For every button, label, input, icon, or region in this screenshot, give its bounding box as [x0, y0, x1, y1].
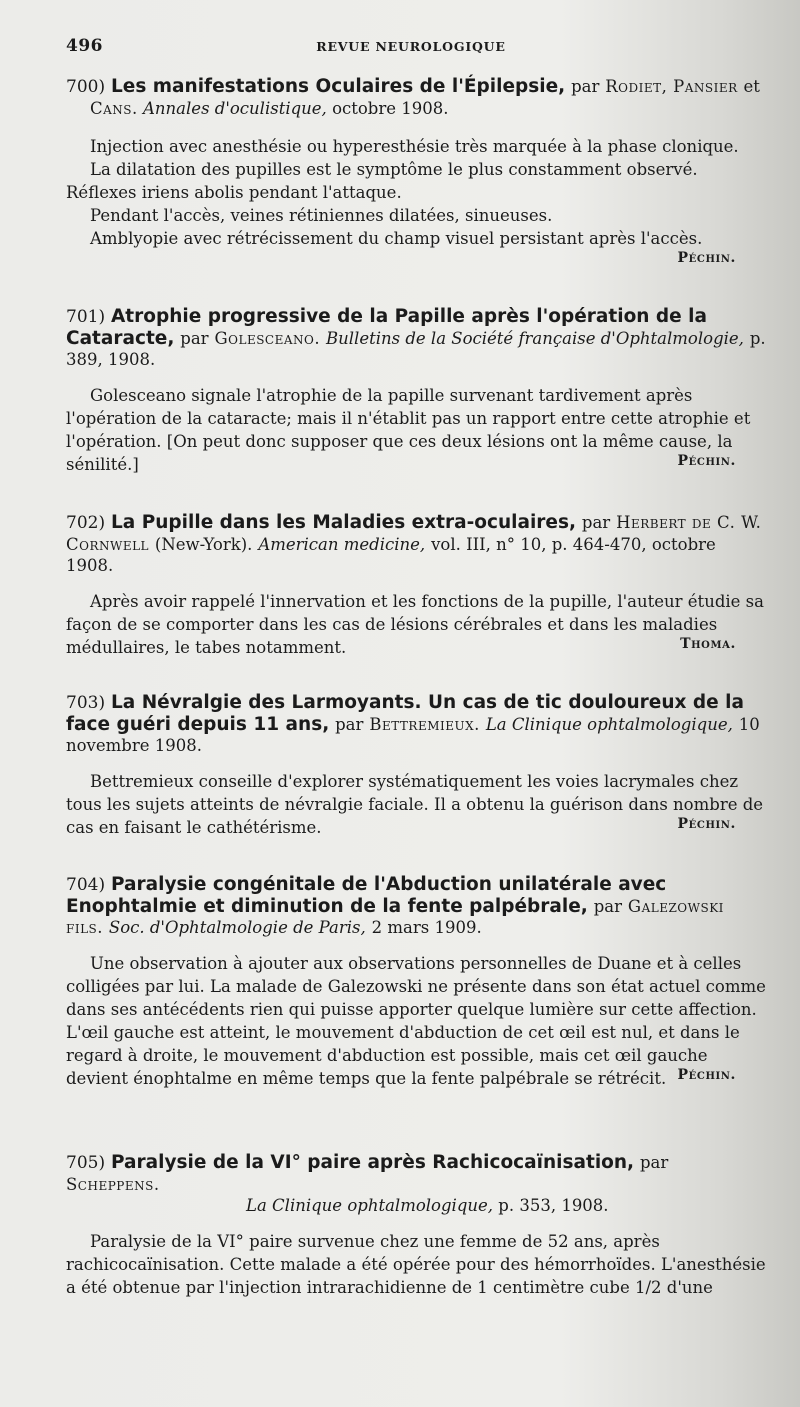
article-pages: p. 353, 1908.	[498, 1196, 609, 1215]
article-authors: Galezowski fils.	[66, 897, 724, 937]
article-title-block	[66, 512, 766, 576]
paragraph: Après avoir rappelé l'innervation et les fonctions de la pupille, l'auteur étudie sa façon de se comporter dans les cas de lésions cérébrales et dans les maladies médullaires, le tabes notamment.	[66, 592, 764, 657]
article-number: 703)	[66, 693, 106, 713]
article-source: La Clinique ophtalmologique,	[485, 715, 733, 734]
article-signature: Péchin.	[677, 1067, 736, 1083]
article-authors: Golesceano.	[214, 329, 321, 348]
journal-title: REVUE NEUROLOGIQUE	[316, 39, 506, 54]
article-703	[66, 692, 766, 837]
article-705	[66, 1152, 766, 1299]
article-title-block	[66, 76, 766, 119]
article-date: octobre 1908.	[332, 99, 449, 118]
paragraph: Golesceano signale l'atrophie de la papille survenant tardivement après l'opération de la cataracte; mais il n'établit pas un rapport entre cette atrophie et l'opération. [On peut donc supposer que ces deux lésions ont la même cause, la sénilité.]	[66, 386, 751, 474]
page-header	[66, 36, 756, 58]
article-701	[66, 306, 766, 474]
article-by: par	[593, 897, 622, 916]
article-number: 702)	[66, 513, 106, 533]
paragraph: La dilatation des pupilles est le symptôme le plus constamment observé.	[90, 160, 698, 179]
article-signature: Péchin.	[677, 453, 736, 469]
article-number: 705)	[66, 1153, 106, 1173]
article-title-block	[66, 1152, 766, 1216]
article-signature: Péchin.	[677, 250, 736, 266]
article-authors: Scheppens.	[66, 1175, 160, 1194]
article-date: 2 mars 1909.	[371, 918, 482, 937]
article-source: American medicine,	[258, 535, 426, 554]
article-signature: Thoma.	[680, 636, 736, 652]
article-title: Atrophie progressive de la Papille après l'opération de la Cataracte,	[66, 306, 707, 349]
article-authors: Bettremieux.	[369, 715, 480, 734]
article-pages: vol. III, n° 10, p. 464-470, octobre 1908.	[66, 535, 716, 575]
article-title: La Névralgie des Larmoyants. Un cas de tic douloureux de la face guéri depuis 11 ans,	[66, 692, 744, 735]
article-body	[66, 135, 766, 250]
article-title: Les manifestations Oculaires de l'Épilepsie,	[110, 76, 566, 97]
article-by: par	[581, 513, 611, 532]
article-authors: Herbert de C. W. Cornwell	[66, 513, 762, 554]
article-title-block	[66, 874, 766, 938]
article-number: 704)	[66, 875, 106, 895]
page-number: 496	[66, 36, 103, 56]
paragraph: Injection avec anesthésie ou hyperesthésie très marquée à la phase clonique.	[90, 137, 739, 156]
article-authors-2: Cans.	[90, 99, 138, 118]
article-by: par	[180, 329, 209, 348]
article-title-block	[66, 692, 766, 756]
article-702	[66, 512, 766, 657]
article-body	[66, 952, 766, 1090]
article-date: 10 novembre 1908.	[66, 715, 760, 755]
article-by: par	[335, 715, 364, 734]
article-by: par	[639, 1153, 669, 1172]
article-source: La Clinique ophtalmologique,	[246, 1196, 494, 1215]
paragraph: Paralysie de la VI° paire survenue chez une femme de 52 ans, après rachicocaïnisation. Cette malade a été opérée pour des hémorrhoïdes. L'anesthésie a été obtenue par l'injection intrarachidienne de 1 centimètre cube 1/2 d'une	[66, 1232, 766, 1297]
paragraph: Bettremieux conseille d'explorer systématiquement les voies lacrymales chez tous les sujets atteints de névralgie faciale. Il a obtenu la guérison dans nombre de cas en faisant le cathétérisme.	[66, 772, 764, 837]
paragraph: Pendant l'accès, veines rétiniennes dilatées, sinueuses.	[90, 206, 553, 225]
article-signature: Péchin.	[677, 816, 736, 832]
article-source: Annales d'oculistique,	[143, 99, 327, 118]
article-number: 700)	[66, 77, 106, 97]
article-body	[66, 1230, 766, 1299]
article-number: 701)	[66, 307, 106, 327]
article-704	[66, 874, 766, 1088]
paragraph: Réflexes iriens abolis pendant l'attaque.	[66, 183, 402, 202]
article-pages: p. 389, 1908.	[66, 329, 766, 369]
article-700	[66, 76, 766, 266]
article-title: Paralysie de la VI° paire après Rachicocaïnisation,	[110, 1152, 635, 1173]
article-source: Bulletins de la Société française d'Ophtalmologie,	[326, 329, 744, 348]
article-and: et	[743, 77, 760, 96]
article-title: Paralysie congénitale de l'Abduction unilatérale avec Enophtalmie et diminution de la fente palpébrale,	[66, 874, 667, 917]
paragraph: Amblyopie avec rétrécissement du champ visuel persistant après l'accès.	[90, 229, 703, 248]
paragraph: Une observation à ajouter aux observations personnelles de Duane et à celles colligées par lui. La malade de Galezowski ne présente dans son état actuel comme dans ses antécédents rien qui puisse apporter quelque lumière sur cette affection. L'œil gauche est atteint, le mouvement d'abduction de cet œil est nul, et dans le regard à droite, le mouvement d'abduction est possible, mais cet œil gauche devient énophtalme en même temps que la fente palpébrale se rétrécit.	[66, 954, 766, 1088]
article-source: Soc. d'Ophtalmologie de Paris,	[108, 918, 366, 937]
article-title-block	[66, 306, 766, 370]
article-by: par	[571, 77, 600, 96]
article-location: (New-York).	[154, 535, 253, 554]
article-authors: Rodiet, Pansier	[605, 77, 738, 96]
article-title: La Pupille dans les Maladies extra-oculaires,	[110, 512, 577, 533]
